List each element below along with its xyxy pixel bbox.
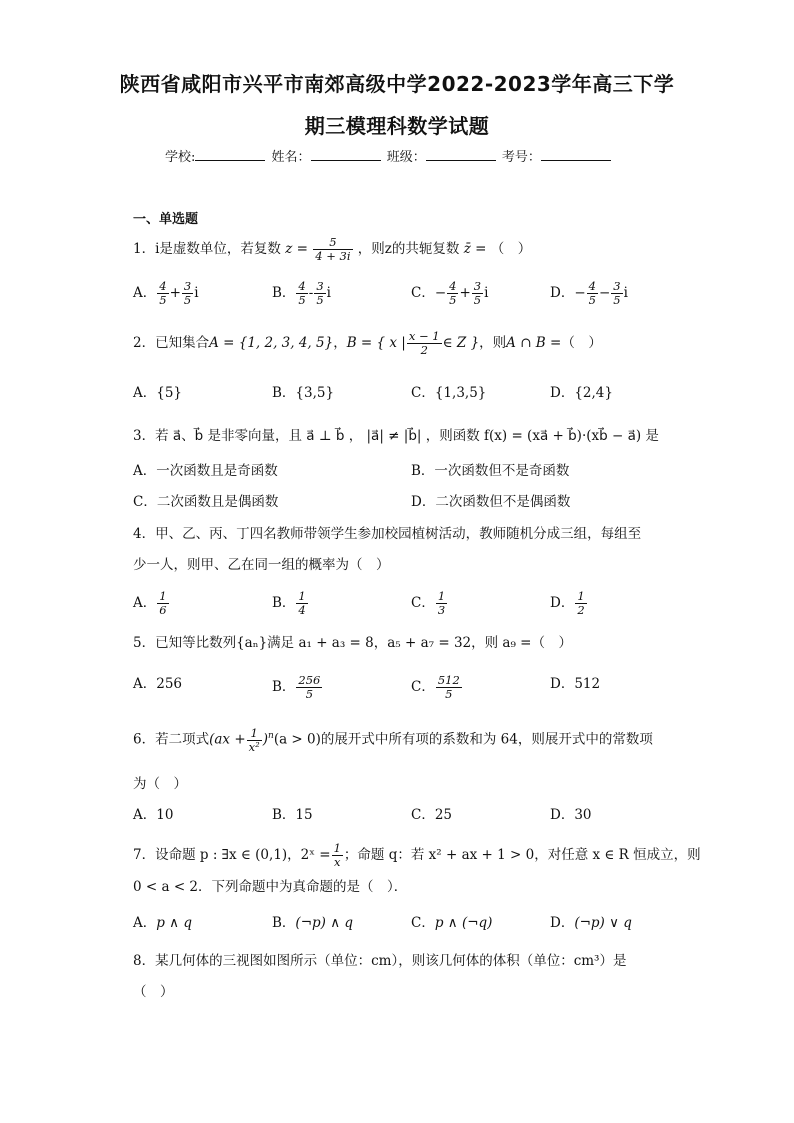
q4-option-b[interactable] (272, 590, 309, 617)
option-value: 512 (574, 676, 601, 692)
option-sign: − (574, 285, 586, 301)
question-8-line1: 8．某几何体的三视图如图所示（单位：cm），则该几何体的体积（单位：cm³）是 (133, 953, 627, 969)
frac-den: 3 (437, 603, 446, 617)
option-suffix: i (194, 285, 199, 301)
frac-den: 5 (445, 687, 453, 701)
q2-option-d[interactable] (550, 383, 613, 403)
q7-option-b[interactable] (272, 913, 353, 933)
q6-fraction (247, 727, 262, 754)
page-title-line1: 陕西省咸阳市兴平市南郊高级中学2022-2023学年高三下学 (119, 72, 675, 96)
frac-den: 5 (159, 293, 167, 307)
option-label: B． (272, 915, 296, 931)
q1-text: 1．i是虚数单位，若复数 (133, 241, 281, 257)
q6-frac-den: x² (248, 739, 260, 754)
question-4-line1: 4．甲、乙、丙、丁四名教师带领学生参加校园植树活动，教师随机分成三组，每组至 (133, 526, 642, 542)
option-frac (296, 590, 307, 617)
frac-num: 512 (437, 673, 460, 687)
question-6-line2: 为（ ） (133, 776, 187, 792)
option-frac-b (472, 280, 483, 307)
option-label: A． (133, 385, 157, 401)
frac-num: 4 (449, 279, 457, 293)
option-frac-a (447, 280, 458, 307)
frac-num: 256 (298, 673, 321, 687)
option-operator: + (459, 285, 471, 301)
q3-option-a[interactable] (133, 461, 278, 481)
q2-set-a: A = {1, 2, 3, 4, 5} (209, 335, 334, 351)
option-operator: - (308, 285, 314, 301)
class-blank[interactable] (426, 148, 496, 161)
school-label: 学校: (165, 150, 196, 165)
q2-option-b[interactable] (272, 383, 334, 403)
q3-option-d[interactable] (411, 492, 570, 512)
q6-exponent: n (268, 731, 274, 741)
option-value: {2,4} (574, 385, 613, 401)
option-label: C． (133, 494, 157, 510)
q2-sep: ， (333, 335, 347, 351)
option-frac (575, 590, 586, 617)
option-frac-a (587, 280, 598, 307)
q1-z: z = (285, 241, 308, 257)
q7-frac-den: x (334, 855, 341, 869)
q6-option-a[interactable] (133, 805, 173, 825)
option-label: D． (411, 494, 436, 510)
frac-den: 4 (298, 603, 306, 617)
option-value: p ∧ (¬q) (434, 915, 493, 931)
option-label: C． (411, 385, 435, 401)
frac-num: 1 (298, 589, 306, 603)
frac-num: 1 (437, 589, 446, 603)
option-frac-b (182, 280, 193, 307)
frac-den: 5 (473, 293, 482, 307)
option-label: D． (550, 285, 575, 301)
option-value: (¬p) ∧ q (295, 915, 354, 931)
question-4-line2: 少一人，则甲、乙在同一组的概率为（ ） (133, 557, 390, 573)
option-frac (436, 674, 462, 701)
q2-frac-den: 2 (420, 343, 428, 357)
q2-fraction (407, 330, 442, 357)
option-value: 一次函数且是奇函数 (156, 463, 278, 479)
q6-binom-close: ) (262, 731, 269, 748)
q6-option-d[interactable] (550, 805, 592, 825)
frac-den: 2 (577, 603, 585, 617)
option-label: C． (411, 595, 435, 611)
option-value: 25 (434, 807, 453, 823)
question-5: 5．已知等比数列{aₙ}满足 a₁ + a₃ = 8，a₅ + a₇ = 32，则 a₉ =（ ） (133, 635, 572, 651)
frac-num: 1 (577, 589, 585, 603)
class-label: 班级： (386, 150, 426, 165)
name-label: 姓名： (271, 150, 311, 165)
q7-frac-num: 1 (333, 841, 341, 855)
frac-den: 6 (159, 603, 167, 617)
student-info-row (165, 146, 613, 165)
frac-num: 4 (159, 279, 167, 293)
q7-option-d[interactable] (550, 913, 632, 933)
q5-option-d[interactable] (550, 674, 600, 694)
option-label: B． (272, 595, 296, 611)
q4-option-a[interactable] (133, 590, 170, 617)
frac-den: 5 (305, 687, 314, 701)
q1-frac-den: 4 + 3i (315, 249, 351, 263)
q2-set-b-post: ∈ Z } (442, 335, 480, 351)
option-frac-b (611, 280, 622, 307)
q6-option-c[interactable] (411, 805, 452, 825)
option-label: C． (411, 679, 435, 695)
q2-option-a[interactable] (133, 383, 182, 403)
frac-num: 3 (316, 279, 324, 293)
q1-option-c[interactable] (411, 280, 488, 307)
option-frac (296, 674, 322, 701)
q7-text-post: ；命题 q：若 x² + ax + 1 > 0，对任意 x ∈ R 恒成立，则 (343, 847, 701, 863)
frac-den: 5 (588, 293, 596, 307)
q2-expr: A ∩ B = (506, 335, 562, 351)
q3-option-b[interactable] (411, 461, 569, 481)
option-suffix: i (326, 285, 331, 301)
option-value: 一次函数但不是奇函数 (434, 463, 570, 479)
q5-option-b[interactable] (272, 674, 323, 701)
option-label: D． (550, 915, 575, 931)
option-operator: + (169, 285, 181, 301)
frac-den: 5 (316, 293, 324, 307)
frac-num: 3 (613, 279, 621, 293)
option-label: C． (411, 807, 435, 823)
option-frac-b (314, 280, 325, 307)
frac-num: 1 (159, 589, 167, 603)
q1-frac-num: 5 (313, 236, 352, 250)
school-blank[interactable] (195, 148, 265, 161)
option-value: 256 (156, 676, 183, 692)
option-label: B． (411, 463, 435, 479)
option-label: C． (411, 915, 435, 931)
q1-option-d[interactable] (550, 280, 628, 307)
section-heading: 一、单选题 (133, 212, 199, 227)
question-3: 3．若 a⃗、b⃗ 是非零向量，且 a⃗ ⊥ b⃗ ， |a⃗| ≠ |b⃗| ，则函数 f(x) = (xa⃗ + b⃗)·(xb⃗ − a⃗) 是 (133, 428, 659, 444)
q2-end: （ ） (561, 335, 602, 351)
frac-num: 3 (183, 279, 192, 293)
q1-end: （ ） (490, 241, 532, 257)
q6-text: 6．若二项式 (133, 731, 210, 748)
option-value: 30 (574, 807, 592, 823)
option-frac-a (296, 280, 307, 307)
name-blank[interactable] (311, 148, 381, 161)
question-8-line2: （ ） (133, 984, 174, 1000)
frac-den: 5 (183, 293, 192, 307)
option-value: {1,3,5} (434, 385, 487, 401)
option-value: 二次函数但不是偶函数 (435, 494, 571, 510)
option-value: {5} (156, 385, 183, 401)
option-label: A． (133, 285, 157, 301)
question-7-line2: 0 < a < 2．下列命题中为真命题的是（ ）． (133, 879, 408, 895)
q6-text-post: (a > 0)的展开式中所有项的系数和为 64，则展开式中的常数项 (273, 731, 653, 748)
q2-set-b-pre: B = { x | (346, 335, 406, 351)
q1-text-post: ，则z的共轭复数 (357, 241, 460, 257)
option-value: (¬p) ∨ q (574, 915, 632, 931)
frac-den: 5 (613, 293, 621, 307)
exam-number-label: 考号： (501, 150, 541, 165)
option-label: A． (133, 595, 157, 611)
frac-num: 4 (298, 279, 306, 293)
page-title-line2: 期三模理科数学试题 (304, 114, 490, 138)
option-label: A． (133, 915, 157, 931)
q5-option-a[interactable] (133, 674, 182, 694)
option-label: A． (133, 807, 157, 823)
question-1 (133, 236, 531, 263)
option-value: 二次函数且是偶函数 (156, 494, 279, 510)
option-label: C． (411, 285, 435, 301)
frac-num: 4 (588, 279, 596, 293)
q4-option-c[interactable] (411, 590, 448, 617)
frac-num: 3 (473, 279, 482, 293)
q7-fraction (332, 842, 343, 869)
option-label: B． (272, 679, 296, 695)
option-label: D． (550, 807, 575, 823)
exam-number-blank[interactable] (541, 148, 611, 161)
option-label: A． (133, 676, 157, 692)
option-frac-a (157, 280, 168, 307)
q2-option-c[interactable] (411, 383, 486, 403)
option-value: p ∧ q (156, 915, 192, 931)
option-operator: − (598, 285, 611, 301)
q2-text: 2．已知集合 (133, 335, 210, 351)
q7-text: 7．设命题 p : ∃x ∈ (0,1)，2ˣ = (133, 847, 331, 863)
q1-option-b[interactable] (272, 280, 331, 307)
q1-fraction (313, 236, 352, 263)
q6-option-b[interactable] (272, 805, 313, 825)
option-sign: − (434, 285, 447, 301)
q2-text-c: ，则 (479, 335, 507, 351)
q1-zbar: z̄ = (463, 241, 487, 257)
q7-option-c[interactable] (411, 913, 492, 933)
option-label: B． (272, 385, 296, 401)
option-label: D． (550, 385, 575, 401)
q7-option-a[interactable] (133, 913, 192, 933)
question-2 (133, 330, 602, 357)
frac-den: 5 (298, 293, 306, 307)
option-value: 10 (156, 807, 174, 823)
option-value: {3,5} (295, 385, 335, 401)
question-6 (133, 726, 653, 754)
option-label: D． (550, 676, 575, 692)
q6-frac-num: 1 (247, 727, 262, 741)
q6-binom-open: (ax + (209, 731, 246, 748)
option-label: B． (272, 285, 296, 301)
q1-option-a[interactable] (133, 280, 199, 307)
option-frac (436, 590, 447, 617)
option-suffix: i (484, 285, 489, 301)
option-label: D． (550, 595, 575, 611)
q2-frac-num: x − 1 (408, 329, 440, 343)
q3-option-c[interactable] (133, 492, 278, 512)
option-label: B． (272, 807, 296, 823)
option-label: A． (133, 463, 157, 479)
option-value: 15 (295, 807, 313, 823)
q5-option-c[interactable] (411, 674, 463, 701)
frac-den: 5 (449, 293, 457, 307)
option-frac (157, 590, 168, 617)
q4-option-d[interactable] (550, 590, 588, 617)
option-suffix: i (623, 285, 628, 301)
question-7 (133, 842, 701, 869)
